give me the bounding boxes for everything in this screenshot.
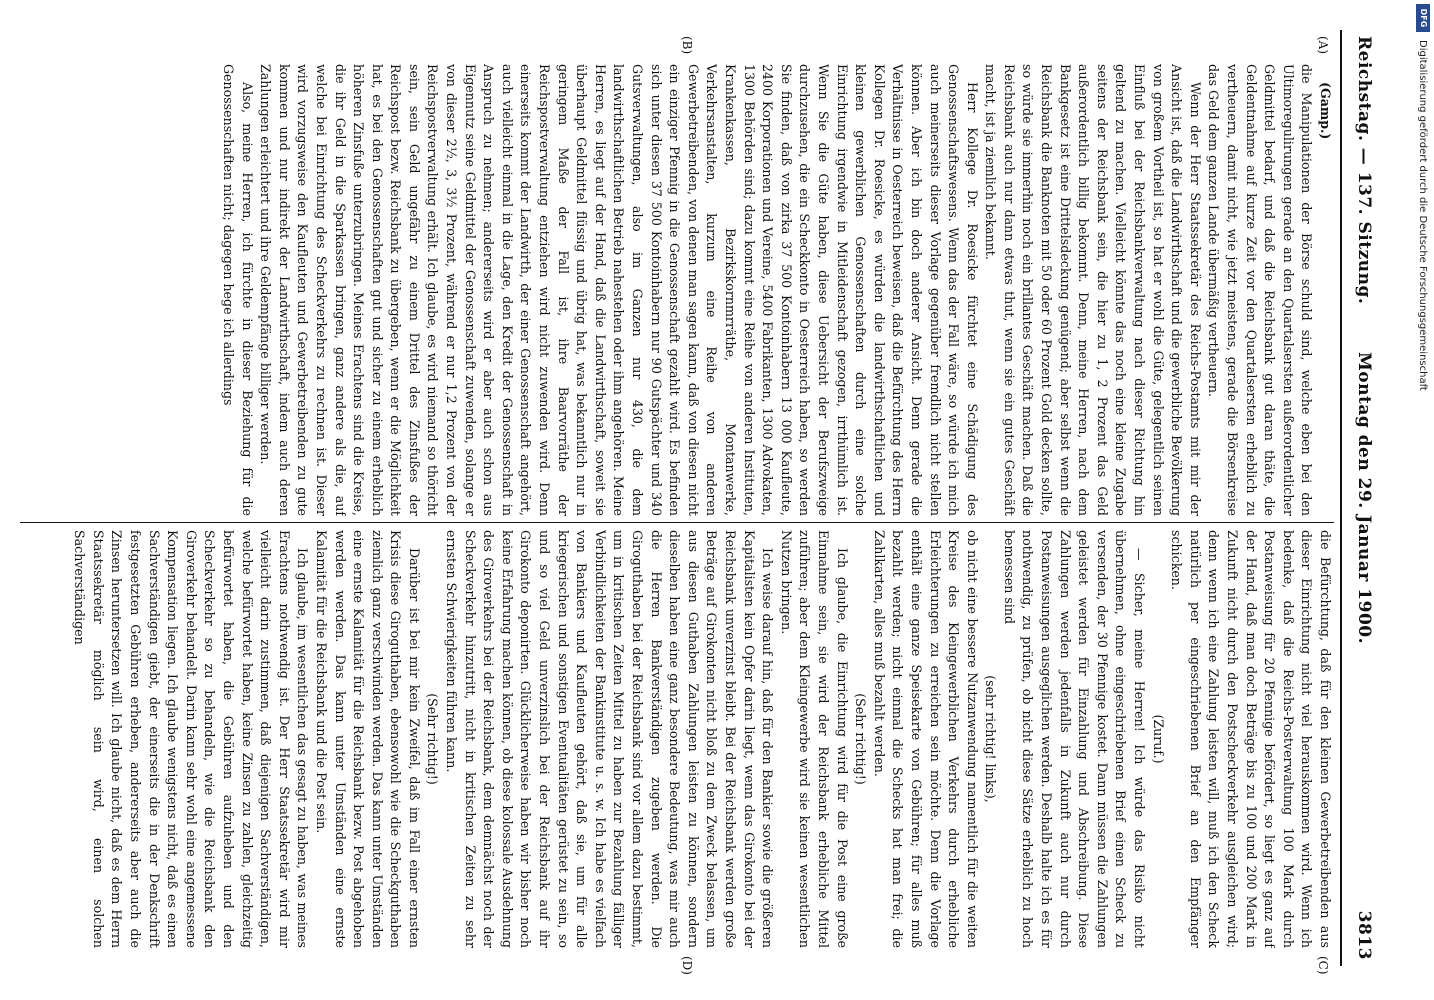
speaker-name: (Gamp.) <box>1318 82 1333 140</box>
left-column <box>20 64 1334 516</box>
right-column <box>20 530 1334 948</box>
header-session: Reichstag. — 137. Sitzung. <box>1354 36 1374 305</box>
interjection: (sehr richtig! links), <box>983 675 999 803</box>
paragraph: Ich glaube, im wesentlichen das gesagt zu haben, was meines Erachtens nothwendig ist. Der Herr Staatssekretär wird mir vielleicht darin zustimmen, daß diejenigen Sachverständigen, welche befürwortet haben, keine Zinsen zu zahlen, gleichzeitig befürwortet haben, die Gebühren aufzuheben und den Scheckverkehr so zu behandeln, wie die Reichsbank den Giroverkehr behandelt. Darin kann sehr wohl eine angemessene Kompensation liegen. Ich glaube wenigstens nicht, daß es einen Sachverständigen giebt, der einerseits die in der Denkschrift festgesetzten Gebühren erheben, andererseits aber auch die Zinsen heruntersetzen will. Ich glaube nicht, daß es dem Herrn Staatssekretär möglich sein wird, einen solchen Sachverständigen <box>72 530 311 948</box>
column-marker-a: (A) <box>1316 36 1330 55</box>
paragraph: ob nicht eine bessere Nutzanwendung namentlich für die weiten Kreise des Kleingewerblichen Verkehrs durch erhebliche Erleichterungen zu erreichen sein möchte. Denn die Vorlage enthält eine ganze Speisekarte von Gebühren; für alles muß bezahlt werden; nicht einmal die Schecks hat man frei; die Zahlkarten, alles muß bezahlt werden. <box>871 530 980 948</box>
paragraph: die Befürchtung, daß für den kleinen Gewerbetreibenden aus dieser Einrichtung nicht viel herauskommen wird. Wenn ich bedenke, daß die Reichs-Postverwaltung 100 Mark durch Postanweisung für 20 Pfennige befördert, so liegt es ganz auf der Hand, daß man doch Beträge bis zu 100 und 200 Mark in Zukunft nicht durch den Postscheckverkehr ausgleichen wird; denn wenn ich eine Zahlung leisten will, muß ich den Scheck natürlich per eingeschriebenen Brief an den Empfänger schicken. <box>1169 530 1333 948</box>
page-header <box>1346 36 1382 960</box>
header-rule <box>1340 30 1342 966</box>
credit-text: Digitalisierung gefördert durch die Deutsche Forschungsgemeinschaft <box>1417 40 1428 391</box>
paragraph: Ich glaube, die Einrichtung wird für die Post eine große Einnahme sein, sie wird der Reichsbank erhebliche Mittel zuführen; aber dem Kleingewerbe wird sie keinen wesentlichen Nutzen bringen. <box>778 530 850 948</box>
header-date: Montag den 29. Januar 1900. <box>1354 351 1374 645</box>
column-marker-c: (C) <box>1316 956 1330 975</box>
paragraph: — Sicher, meine Herren! Ich würde das Risiko nicht übernehmen, ohne eingeschriebenen Brief einen Scheck zu versenden, der 30 Pfennige kostet. Dann müssen die Zahlungen geleistet werden für Einzahlung und Abschreibung. Diese Zahlungen werden jedenfalls in Zukunft auch nur durch Postanweisungen ausgeglichen werden. Deshalb halte ich es für nothwendig, zu prüfen, ob nicht diese Sätze erheblich zu hoch bemessen sind <box>1001 530 1148 948</box>
column-marker-b: (B) <box>680 36 694 55</box>
column-divider <box>20 522 1334 523</box>
paragraph: Ich weise darauf hin, daß für den Bankier sowie die größeren Kapitalisten kein Opfer darin liegt, wenn das Girokonto bei der Reichsbank unverzinst bleibt. Bei der Reichsbank werden große Beträge auf Girokonten nicht bloß zu dem Zweck belassen, um aus diesen Guthaben Zahlungen leisten zu können, sondern dieselben haben eine ganz besondere Bedeutung, was mir auch die Herren Bankverständigen zugeben werden. Die Giroguthaben bei der Reichsbank sind vor allem dazu bestimmt, um in kritischen Zeiten Mittel zu haben zur Bezahlung fälliger Verbindlichkeiten der Bankinstitute u. s. w. Ich habe es vielfach von Bankiers und Kaufleuten gehört, daß sie, um für alle kriegerischen und sonstigen Eventualitäten gerüstet zu sein, so und so viel Geld unverzinslich bei der Reichsbank auf ihr Girokonto deponirten. Glücklicherweise haben wir bisher noch keine Erfahrung machen können, ob diese kolossale Ausdehnung des Giroverkehrs bei der Reichsbank, dem demnächst noch der Scheckverkehr hinzutritt, nicht in kritischen Zeiten zu sehr ernsten Schwierigkeiten führen kann. <box>444 530 776 948</box>
paragraph: Darüber ist bei mir kein Zweifel, daß im Fall einer ernsten Krisis diese Giroguthaben, ebensowohl wie die Scheckguthaben ziemlich ganz verschwinden werden. Das kann unter Umständen eine ernste Kalamität für die Reichsbank bezw. Post abgehoben werden werden. Das kann unter Umständen eine ernste Kalamität für die Reichsbank und die Post sein. <box>313 530 422 948</box>
paragraph: Wenn der Herr Staatssekretär des Reichs-Postamts mit mir der Ansicht ist, daß die Landwirthschaft und die gewerbliche Bevölkerung von großem Vortheil ist, so hat er wohl die Güte, gelegentlich seinen Einfluß bei der Reichsbankverwaltung nach dieser Richtung hin geltend zu machen. Vielleicht könnte das noch eine kleine Zugabe seitens der Reichsbank sein, die hier zu 1, 2 Prozent das Geld außerordentlich billig bekommt. Denn, meine Herren, nach dem Bankgesetz ist eine Drittelsdeckung genügend; aber selbst wenn die Reichsbank die Banknoten mit 50 oder 60 Prozent Gold decken sollte, so würde sie immerhin noch ein brillantes Geschäft machen. Daß die Reichsbank auch nur dann etwas thut, wenn sie ein gutes Geschäft macht, ist ja ziemlich bekannt. <box>983 64 1203 516</box>
paragraph: Herr Kollege Dr. Roesicke fürchtet eine Schädigung des Genossenschaftswesens. Wenn das der Fall wäre, so würde ich mich auch meinerseits dieser Vorlage gegenüber fremdlich nicht stellen können. Aber ich bin doch anderer Ansicht. Denn gerade die Verhältnisse in Oesterreich beweisen, daß die Befürchtung des Herrn Kollegen Dr. Roesicke, es würden die landwirthschaftlichen und kleinen gewerblichen Genossenschaften durch eine solche Einrichtung irgendwie in Mitleidenschaft gezogen, irrthümlich ist. Wenn Sie die Güte haben, diese Uebersicht der Berufszweige durchzusehen, die ein Scheckkonto in Oesterreich haben, so werden Sie finden, daß von zirka 37 500 Kontoinhabern 13 000 Kaufleute, 2400 Korporationen und Vereine, 5400 Fabrikanten, 1300 Advokaten, 1300 Behörden sind; dazu kommt eine Reihe von anderen Instituten, Krankenkassen, Bezirkskornmrräthe, Montanwerke, Verkehrsanstalten, kurzum eine Reihe von anderen Gewerbetreibenden, von denen man sagen kann, daß von diesen nicht ein einziger Pfennig in die Genossenschaft gezahlt wird. Es befinden sich unter diesen 37 500 Kontoinhabern nur 90 Gutspächter und 340 Gutsverwaltungen, also im Ganzen nur 430, die dem landwirthschaftlichen Betrieb nahestehen oder ihm angehören. Meine Herren, es liegt auf der Hand, daß die Landwirthschaft, soweit sie überhaupt Geldmittel flüssig und übrig hat, was bekanntlich nur in geringem Maße der Fall ist, ihre Baarvorräthe der Reichspostverwaltung entziehen wird nicht zuwenden wird. Denn einerseits kommt der Landwirth, der einer Genossenschaft angehört, auch vielleicht einmal in die Lage, den Kredit der Genossenschaft in Anspruch zu nehmen; andererseits wird er aber auch schon aus Eigennutz seine Geldmittel der Genossenschaft zuwenden, solange er von dieser 2½, 3, 3½ Prozent, während er nur 1,2 Prozent von der Reichspostverwaltung erhält. Ich glaube, es wird niemand so thöricht sein, sein Geld ungefähr zu einem Drittel des Zinsfußes der Reichspost bezw. Reichsbank zu übergeben, wenn er die Möglichkeit hat, es bei den Genossenschaften gut und sicher zu einem erheblich höheren Zinsfuße unterzubringen. Meines Erachtens sind die Kreise, die ihr Geld in die Sparkassen bringen, ganz andere als die, auf welche bei Einrichtung des Scheckverkehrs zu rechnen ist. Dieser wird vorzugsweise den Kaufleuten und Gewerbetreibenden zu gute kommen und nur indirekt der Landwirthschaft, indem auch deren Zahlungen erleichtert und ihre Geldempfänge billiger werden. <box>258 64 980 516</box>
paragraph: Also, meine Herren, ich fürchte in dieser Beziehung für die Genossenschaften nicht; dagegen hege ich allerdings <box>220 64 255 516</box>
digitization-credit <box>1410 0 1434 1000</box>
paragraph: die Manipulationen der Börse schuld sind, welche eben bei den Ultimoregulirungen gerade an den Quartalsersten außerordentlicher Geldmittel bedarf, und daß die Reichsbank gut daran thäte, die Geldentnahme auf kurze Zeit vor den Quartalsersten erheblich zu vertheuern, damit nicht, wie jetzt meistens, gerade die Börsenkreise das Geld dem ganzen Lande übermäßig vertheuern. <box>1206 64 1315 516</box>
dfg-logo: DFG <box>1416 4 1430 32</box>
column-marker-d: (D) <box>680 956 694 975</box>
page-number: 3813 <box>1354 910 1374 960</box>
interjection: (Zuruf.) <box>1150 714 1166 764</box>
interjection: (Sehr richtig!) <box>425 693 441 785</box>
interjection: (Sehr richtig!) <box>853 693 869 785</box>
